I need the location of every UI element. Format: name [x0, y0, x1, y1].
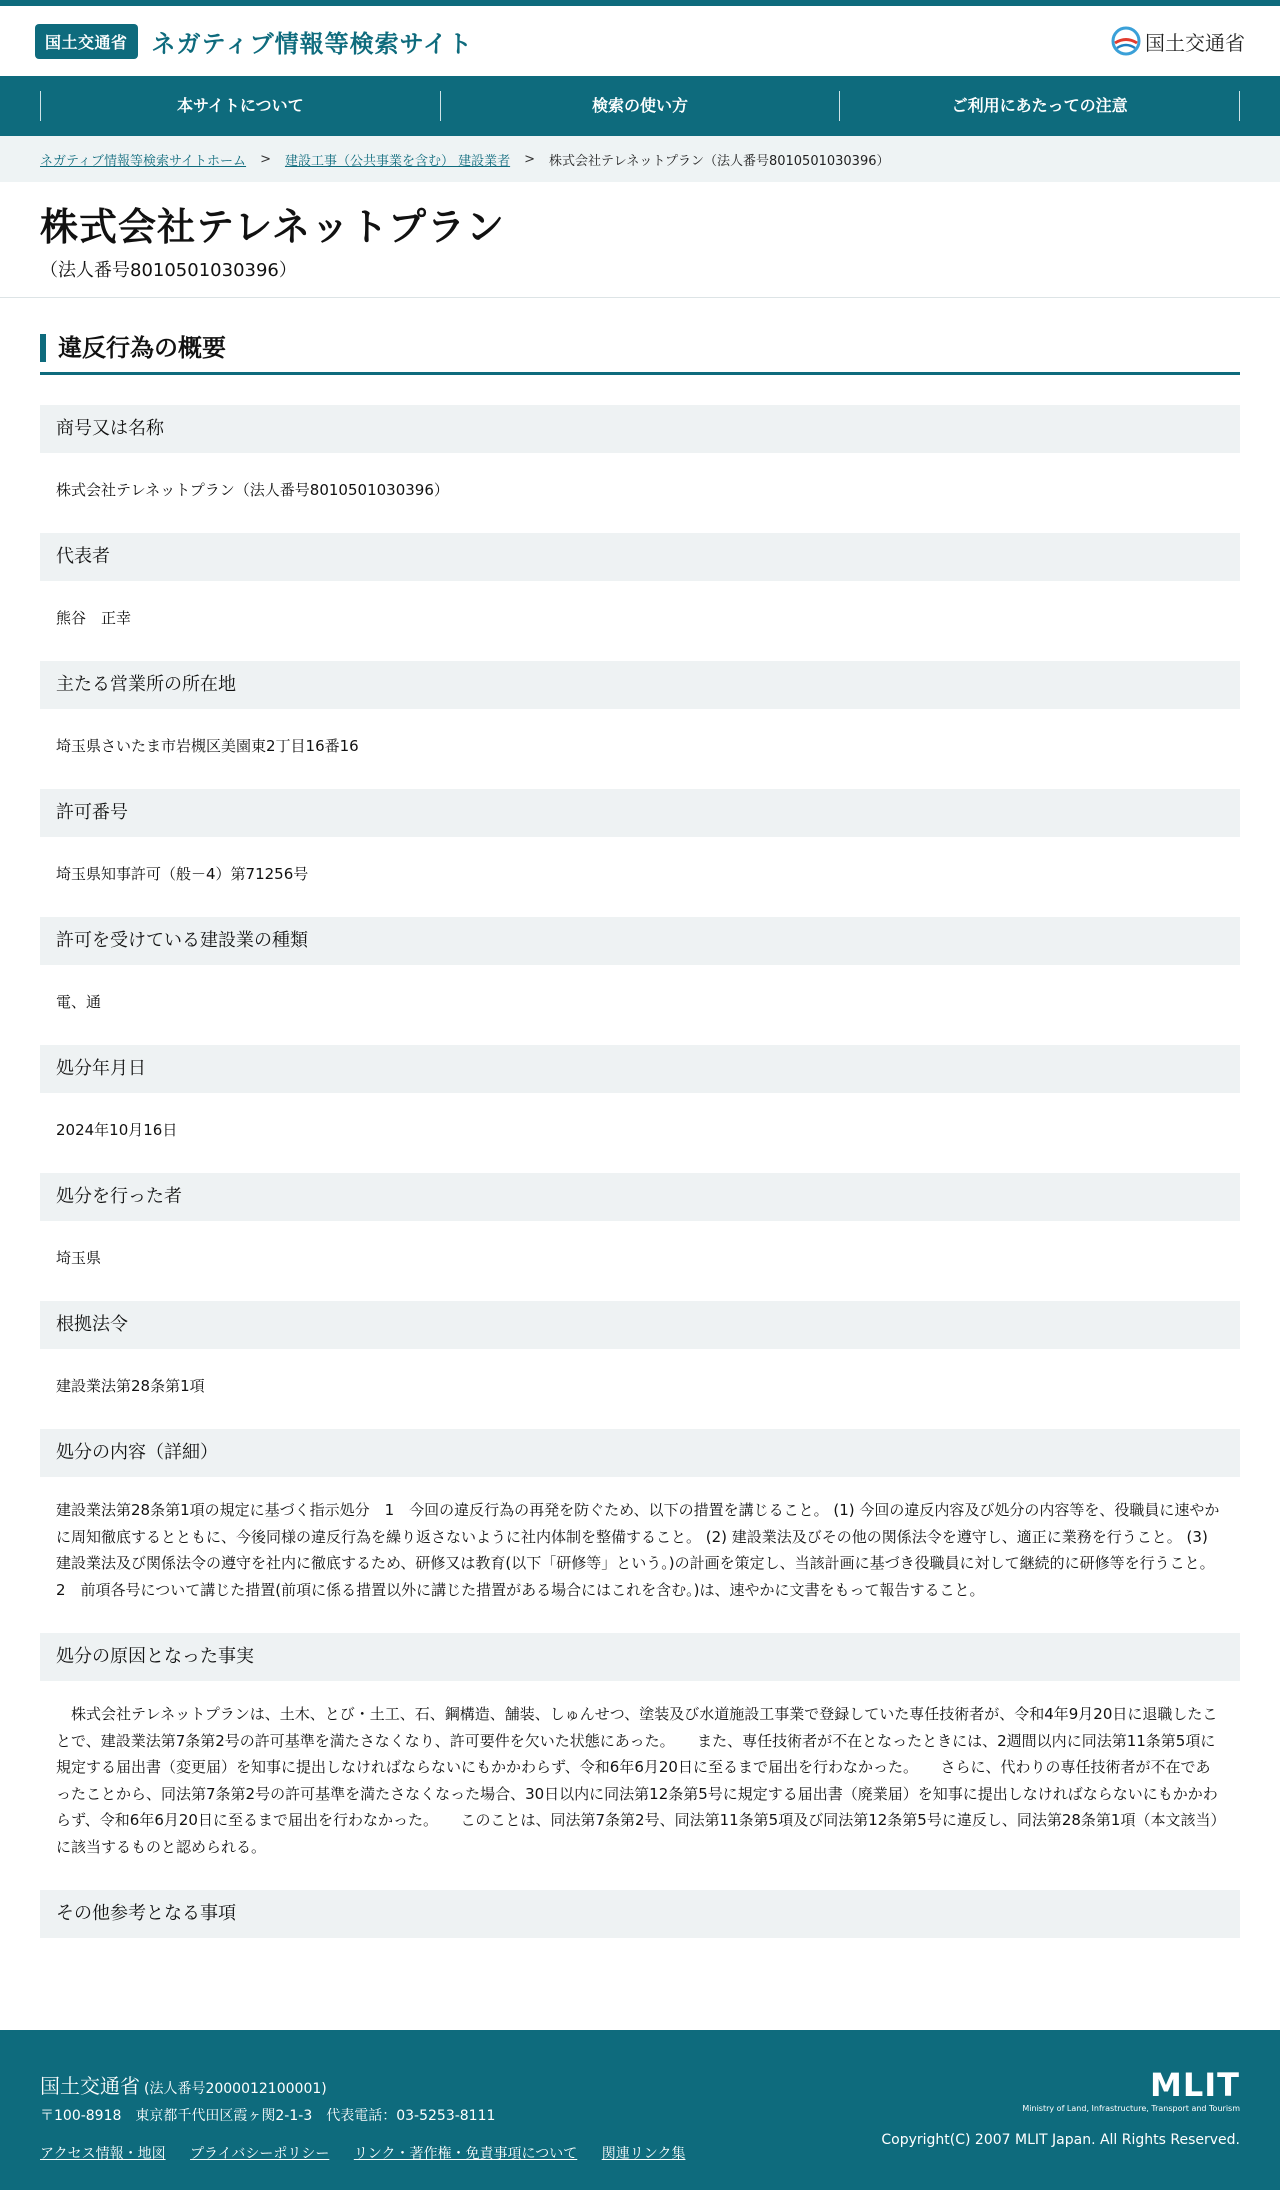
field-disposition-details: [40, 1429, 1240, 1603]
field-label: 許可番号: [40, 789, 1240, 837]
section-divider: [40, 372, 1240, 375]
breadcrumb-separator: >: [260, 151, 271, 167]
breadcrumb-separator: >: [524, 151, 536, 167]
field-label: 処分の内容（詳細）: [40, 1429, 1240, 1477]
mlit-logo[interactable]: [1111, 26, 1245, 56]
field-value: 埼玉県: [56, 1249, 102, 1267]
section-heading: 違反行為の概要: [40, 334, 1240, 362]
field-license-number: [40, 789, 1240, 887]
footer-link-privacy[interactable]: プライバシーポリシー: [190, 2146, 330, 2162]
field-other-references: [40, 1890, 1240, 1988]
field-cause-facts: [40, 1633, 1240, 1860]
footer-copyright: Copyright(C) 2007 MLIT Japan. All Rights Reserved.: [881, 2132, 1240, 2148]
field-legal-basis: [40, 1301, 1240, 1399]
main-content: [0, 298, 1280, 2083]
field-value: 熊谷 正幸: [56, 609, 132, 627]
field-value: 株式会社テレネットプランは、土木、とび・土工、石、鋼構造、舗装、しゅんせつ、塗装及び水道施設工事業で登録していた専任技術者が、令和4年9月20日に退職したことで、建設業法第7条第2号の許可基準を満たさなくなり、許可要件を欠いた状態にあった。 また、専任技術者が不在となったときには、2週間以内に同法第11条第5項に規定する届出書（変更届）を知事に提出しなければならないにもかかわらず、令和6年6月20日に至るまで届出を行わなかった。 さらに、代わりの専任技術者が不在であったことから、同法第7条第2号の許可基準を満たさなくなった場合、30日以内に同法第12条第5号に規定する届出書（廃業届）を知事に提出しなければならないにもかかわらず、令和6年6月20日に至るまで届出を行わなかった。 このことは、同法第7条第2号、同法第11条第5項及び同法第12条第5号に違反し、同法第28条第1項（本文該当）に該当するものと認められる。: [56, 1705, 1218, 1856]
field-label: 商号又は名称: [40, 405, 1240, 453]
site-title[interactable]: ネガティブ情報等検索サイト: [151, 29, 473, 58]
mlit-emblem-icon: [1111, 26, 1141, 56]
breadcrumb: [0, 136, 1280, 182]
footer-link-related[interactable]: 関連リンク集: [601, 2146, 686, 2162]
page-title: 株式会社テレネットプラン: [40, 205, 505, 249]
field-business-types: [40, 917, 1240, 1015]
field-trade-name: [40, 405, 1240, 503]
field-main-office: [40, 661, 1240, 759]
footer-org-name: 国土交通省: [40, 2074, 140, 2098]
site-footer: [0, 2030, 1280, 2190]
org-badge[interactable]: 国土交通省: [35, 24, 138, 59]
field-label: 主たる営業所の所在地: [40, 661, 1240, 709]
field-value: 建設業法第28条第1項: [56, 1377, 205, 1395]
field-label: 処分の原因となった事実: [40, 1633, 1240, 1681]
site-header: [0, 6, 1280, 76]
field-label: その他参考となる事項: [40, 1890, 1240, 1938]
field-value: 2024年10月16日: [56, 1121, 178, 1139]
title-block: [0, 182, 1280, 298]
mlit-logo-text: 国土交通省: [1145, 30, 1245, 55]
corporate-number: （法人番号8010501030396）: [40, 260, 297, 281]
footer-org-number: (法人番号2000012100001): [144, 2081, 327, 2097]
footer-logo-subtitle: Ministry of Land, Infrastructure, Transport and Tourism: [1022, 2104, 1240, 2113]
breadcrumb-home-link[interactable]: ネガティブ情報等検索サイトホーム: [40, 153, 247, 169]
nav-notes[interactable]: ご利用にあたっての注意: [839, 91, 1240, 121]
field-value: 埼玉県さいたま市岩槻区美園東2丁目16番16: [56, 737, 359, 755]
footer-link-access[interactable]: アクセス情報・地図: [40, 2146, 166, 2162]
field-value: 埼玉県知事許可（般－4）第71256号: [56, 865, 309, 883]
field-label: 処分年月日: [40, 1045, 1240, 1093]
field-label: 代表者: [40, 533, 1240, 581]
footer-mlit-logo[interactable]: [1022, 2068, 1240, 2113]
field-value: 電、通: [56, 993, 102, 1011]
footer-link-copyright[interactable]: リンク・著作権・免責事項について: [353, 2146, 578, 2162]
nav-about[interactable]: 本サイトについて: [40, 91, 440, 121]
global-nav: [0, 76, 1280, 136]
field-value: 建設業法第28条第1項の規定に基づく指示処分 1 今回の違反行為の再発を防ぐため、以下の措置を講じること。 (1) 今回の違反内容及び処分の内容等を、役職員に速やかに周知徹底するとともに、今後同様の違反行為を繰り返さないように社内体制を整備すること。 (2) 建設業法及びその他の関係法令を遵守し、適正に業務を行うこと。 (3) 建設業法及び関係法令の遵守を社内に徹底するため、研修又は教育(以下「研修等」という。)の計画を策定し、当該計画に基づき役職員に対して継続的に研修等を行うこと。 2 前項各号について講じた措置(前項に係る措置以外に講じた措置がある場合にはこれを含む。)は、速やかに文書をもって報告すること。: [56, 1501, 1220, 1599]
footer-logo-text: MLIT: [1150, 2066, 1240, 2104]
nav-how-to-search[interactable]: 検索の使い方: [440, 91, 840, 121]
site-brand[interactable]: [35, 24, 473, 59]
field-label: 処分を行った者: [40, 1173, 1240, 1221]
breadcrumb-current: 株式会社テレネットプラン（法人番号8010501030396）: [549, 153, 890, 169]
field-representative: [40, 533, 1240, 631]
field-label: 根拠法令: [40, 1301, 1240, 1349]
field-value: 株式会社テレネットプラン（法人番号8010501030396）: [56, 481, 449, 499]
breadcrumb-category-link[interactable]: 建設工事（公共事業を含む） 建設業者: [284, 153, 511, 169]
field-label: 許可を受けている建設業の種類: [40, 917, 1240, 965]
footer-address: 〒100-8918 東京都千代田区霞ヶ関2-1-3 代表電話：03-5253-8111: [40, 2108, 496, 2124]
field-disposing-authority: [40, 1173, 1240, 1271]
field-value: [40, 1938, 1240, 1988]
field-disposition-date: [40, 1045, 1240, 1143]
